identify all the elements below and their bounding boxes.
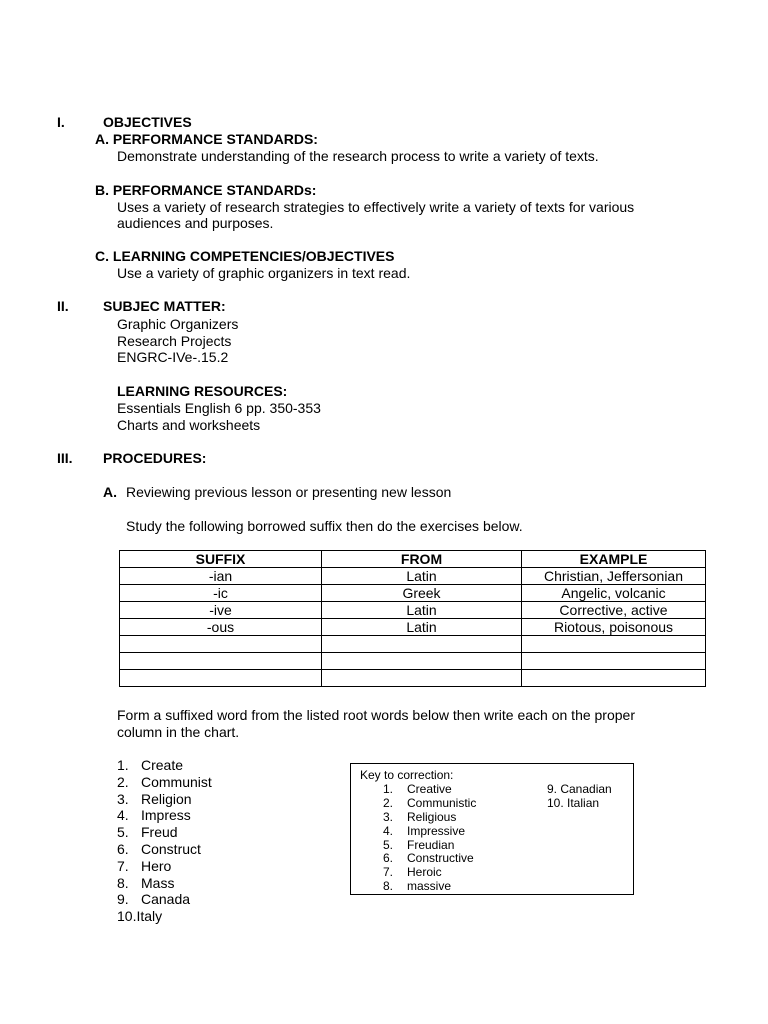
procedure-a-label: A.	[103, 484, 117, 500]
table-cell: Latin	[322, 619, 522, 636]
table-cell: Christian, Jeffersonian	[522, 568, 706, 585]
key-item-word: Freudian	[407, 837, 455, 852]
key-item-word: Heroic	[407, 865, 442, 880]
learning-competencies-text: Use a variety of graphic organizers in text read.	[117, 265, 411, 281]
table-cell: -ian	[120, 568, 322, 585]
performance-standards-b-text-2: audiences and purposes.	[117, 215, 274, 231]
key-item	[383, 783, 476, 797]
list-item-word: Religion	[141, 790, 192, 807]
key-to-correction-box	[350, 763, 634, 895]
key-item-number: 4.	[383, 823, 394, 838]
list-item-word: Freud	[141, 824, 178, 841]
table-cell-empty	[120, 636, 322, 653]
list-item	[117, 757, 212, 774]
key-item-word: Impressive	[407, 823, 466, 838]
learning-resource-item: Essentials English 6 pp. 350-353	[117, 400, 321, 416]
list-item-word: Canada	[141, 891, 191, 908]
list-item-word: Create	[141, 757, 184, 773]
list-item	[117, 908, 212, 925]
root-words-list	[117, 757, 212, 925]
procedure-instruction: Study the following borrowed suffix then do the exercises below.	[126, 518, 523, 534]
table-cell: Latin	[322, 602, 522, 619]
list-item-number: 5.	[117, 824, 129, 841]
list-item-number: 2.	[117, 773, 129, 790]
section-numeral-procedures: III.	[57, 450, 73, 466]
table-cell: Greek	[322, 585, 522, 602]
table-cell-empty	[322, 653, 522, 670]
list-item	[117, 824, 212, 841]
subject-matter-item: Graphic Organizers	[117, 316, 239, 332]
table-row	[120, 585, 706, 602]
performance-standards-b-label: B. PERFORMANCE STANDARDs:	[95, 182, 317, 198]
key-item	[383, 825, 476, 839]
table-cell-empty	[522, 636, 706, 653]
table-cell: Riotous, poisonous	[522, 619, 706, 636]
key-item: 10. Italian	[547, 795, 600, 810]
section-heading-subject-matter: SUBJEC MATTER:	[103, 298, 226, 314]
key-item	[383, 852, 476, 866]
key-item	[383, 811, 476, 825]
key-item-number: 7.	[383, 865, 394, 880]
performance-standards-a-text: Demonstrate understanding of the research process to write a variety of texts.	[117, 148, 599, 164]
table-cell-empty	[322, 670, 522, 687]
table-cell-empty	[522, 670, 706, 687]
section-numeral-subject-matter: II.	[57, 298, 69, 314]
form-instruction-line-2: column in the chart.	[117, 724, 240, 740]
key-item-word: Creative	[407, 782, 452, 796]
key-item-word: Religious	[407, 809, 457, 824]
list-item-number: 8.	[117, 874, 129, 891]
list-item-number: 1.	[117, 757, 129, 773]
list-item	[117, 841, 212, 858]
procedure-a-text: Reviewing previous lesson or presenting new lesson	[126, 484, 452, 500]
learning-competencies-label: C. LEARNING COMPETENCIES/OBJECTIVES	[95, 248, 395, 264]
list-item-word: Communist	[141, 773, 212, 790]
table-row	[120, 602, 706, 619]
key-item	[383, 880, 476, 894]
table-cell-empty	[120, 653, 322, 670]
key-item-number: 2.	[383, 795, 394, 810]
key-item-word: massive	[407, 879, 452, 894]
list-item	[117, 774, 212, 791]
table-row	[120, 568, 706, 585]
list-item-number: 3.	[117, 790, 129, 807]
table-header-row	[120, 551, 706, 568]
learning-resources-heading: LEARNING RESOURCES:	[117, 383, 288, 399]
list-item-number: 10.	[117, 908, 137, 925]
key-list-column-1	[383, 783, 476, 894]
table-header-from: FROM	[322, 551, 522, 568]
table-cell: Latin	[322, 568, 522, 585]
key-item-word: Constructive	[407, 851, 474, 866]
key-item-number: 8.	[383, 879, 394, 894]
performance-standards-b-text-1: Uses a variety of research strategies to effectively write a variety of texts for various	[117, 199, 635, 215]
table-header-suffix: SUFFIX	[120, 551, 322, 568]
list-item-word: Hero	[141, 857, 172, 874]
table-cell: Corrective, active	[522, 602, 706, 619]
table-row-empty	[120, 670, 706, 687]
table-cell: -ous	[120, 619, 322, 636]
key-item-number: 3.	[383, 809, 394, 824]
key-title: Key to correction:	[360, 768, 454, 782]
form-instruction-line-1: Form a suffixed word from the listed root words below then write each on the proper	[117, 707, 635, 723]
list-item-number: 7.	[117, 857, 129, 874]
key-item	[383, 839, 476, 853]
table-cell: -ic	[120, 585, 322, 602]
key-item: 9. Canadian	[547, 782, 612, 796]
subject-matter-item: ENGRC-IVe-.15.2	[117, 349, 229, 365]
table-cell: Angelic, volcanic	[522, 585, 706, 602]
table-header-example: EXAMPLE	[522, 551, 706, 568]
list-item	[117, 791, 212, 808]
list-item-number: 4.	[117, 807, 129, 824]
key-item	[383, 866, 476, 880]
key-item-number: 5.	[383, 837, 394, 852]
list-item-word: Construct	[141, 840, 201, 857]
key-item	[383, 797, 476, 811]
key-item-word: Communistic	[407, 795, 477, 810]
table-cell-empty	[322, 636, 522, 653]
list-item	[117, 858, 212, 875]
section-numeral-objectives: I.	[57, 114, 65, 130]
list-item-word: Italy	[136, 908, 163, 925]
section-heading-procedures: PROCEDURES:	[103, 450, 207, 466]
table-row-empty	[120, 636, 706, 653]
list-item	[117, 807, 212, 824]
table-row	[120, 619, 706, 636]
subject-matter-item: Research Projects	[117, 333, 232, 349]
table-row-empty	[120, 653, 706, 670]
list-item	[117, 875, 212, 892]
learning-resource-item: Charts and worksheets	[117, 417, 261, 433]
list-item-word: Impress	[141, 807, 191, 824]
table-cell-empty	[522, 653, 706, 670]
list-item-number: 6.	[117, 840, 129, 857]
suffix-table	[119, 550, 706, 687]
list-item	[117, 891, 212, 908]
section-heading-objectives: OBJECTIVES	[103, 114, 192, 130]
key-item-number: 6.	[383, 851, 394, 866]
table-cell-empty	[120, 670, 322, 687]
table-cell: -ive	[120, 602, 322, 619]
list-item-word: Mass	[141, 874, 175, 891]
key-item-number: 1.	[383, 782, 394, 796]
performance-standards-a-label: A. PERFORMANCE STANDARDS:	[95, 131, 318, 147]
key-list-column-2	[547, 783, 612, 811]
list-item-number: 9.	[117, 891, 129, 908]
